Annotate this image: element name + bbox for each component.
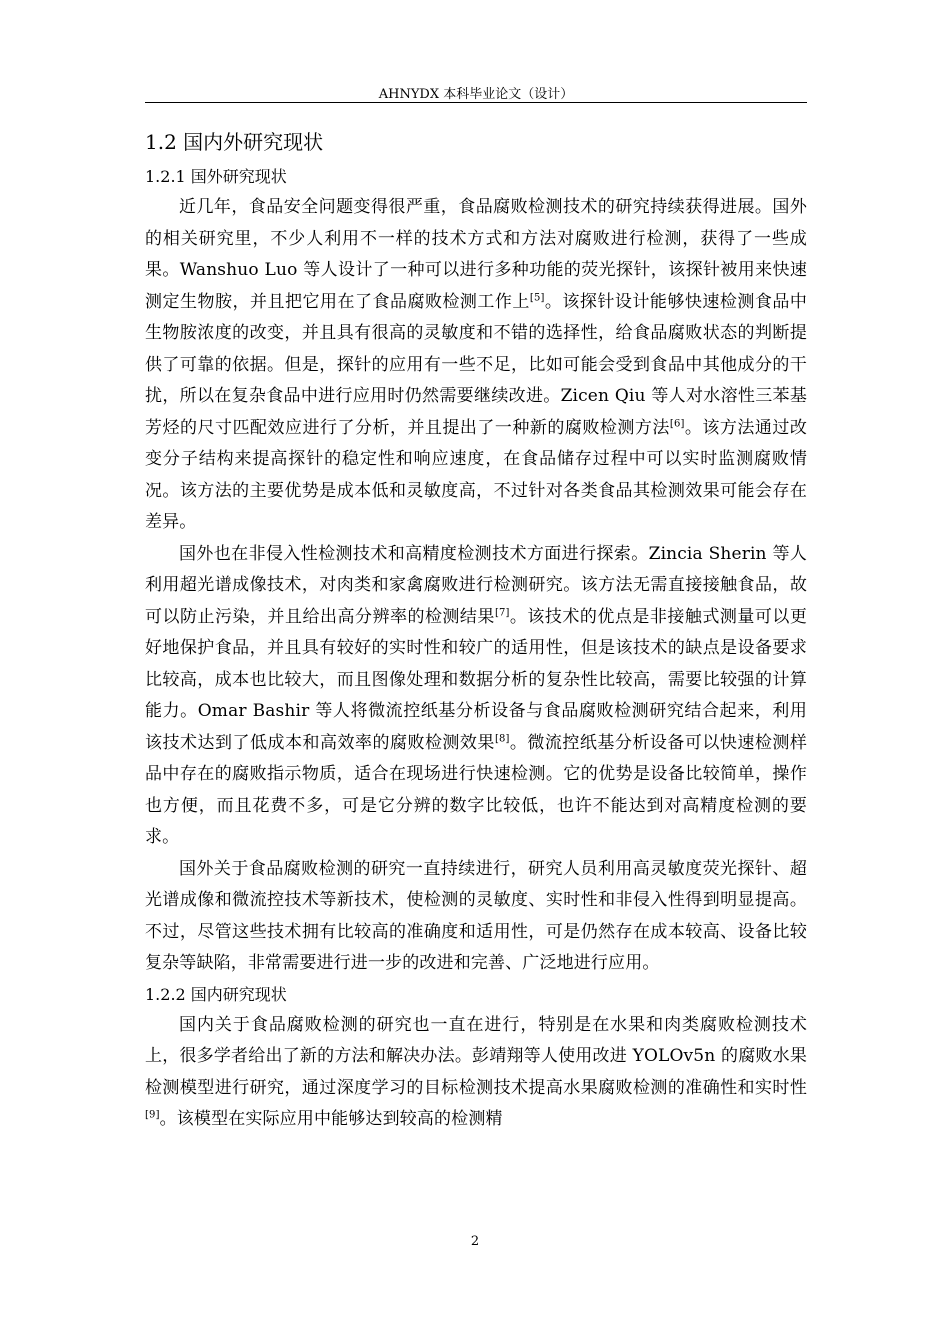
paragraph-2-text-b: 。该技术的优点是非接触式测量可以更好地保护食品，并且具有较好的实时性和较广的适用性，但是该技术的缺点是设备要求比较高，成本也比较大，而且图像处理和数据分析的复杂性比较高，需要比较强的计算能力。Omar Bashir 等人将微流控纸基分析设备与食品腐败检测研究结合起来，利用该技术达到了低成本和高效率的腐败检测效果 [145, 606, 807, 753]
citation-5: [5] [529, 291, 545, 303]
citation-8: [8] [494, 732, 510, 744]
paragraph-2-text-a: 国外也在非侵入性检测技术和高精度检测技术方面进行探索。Zincia Sherin 等人利用超光谱成像技术，对肉类和家禽腐败进行检测研究。该方法无需直接接触食品，故可以防止污染，并且给出高分辨率的检测结果 [145, 543, 807, 627]
paragraph-1-text-a: 近几年，食品安全问题变得很严重，食品腐败检测技术的研究持续获得进展。国外的相关研究里，不少人利用不一样的技术方式和方法对腐败进行检测，获得了一些成果。Wanshuo Luo 等人设计了一种可以进行多种功能的荧光探针，该探针被用来快速测定生物胺，并且把它用在了食品腐败检测工作上 [145, 197, 807, 312]
paragraph-1-text-b: 。该探针设计能够快速检测食品中生物胺浓度的改变，并且具有很高的灵敏度和不错的选择性，给食品腐败状态的判断提供了可靠的依据。但是，探针的应用有一些不足，比如可能会受到食品中其他成分的干扰，所以在复杂食品中进行应用时仍然需要继续改进。Zicen Qiu 等人对水溶性三苯基芳烃的尺寸匹配效应进行了分析，并且提出了一种新的腐败检测方法 [145, 291, 807, 438]
body-content [145, 124, 807, 1136]
page-number: 2 [470, 1234, 480, 1249]
paragraph-1 [145, 192, 807, 539]
paragraph-4-text-b: 。该模型在实际应用中能够达到较高的检测精 [159, 1109, 503, 1129]
paragraph-4-text-a: 国内关于食品腐败检测的研究也一直在进行，特别是在水果和肉类腐败检测技术上，很多学者给出了新的方法和解决办法。彭靖翔等人使用改进 YOLOv5n 的腐败水果检测模型进行研究，通过深度学习的目标检测技术提高水果腐败检测的准确性和实时性 [145, 1014, 807, 1098]
citation-7: [7] [494, 606, 510, 618]
header-rule [145, 102, 807, 103]
paragraph-2 [145, 539, 807, 854]
subsection-heading-foreign: 1.2.1 国外研究现状 [145, 167, 287, 186]
subsection-heading-domestic: 1.2.2 国内研究现状 [145, 984, 287, 1004]
paragraph-3-text: 国外关于食品腐败检测的研究一直持续进行，研究人员利用高灵敏度荧光探针、超光谱成像和微流控技术等新技术，使检测的灵敏度、实时性和非侵入性得到明显提高。不过，尽管这些技术拥有比较高的准确度和适用性，可是仍然存在成本较高、设备比较复杂等缺陷，非常需要进行进一步的改进和完善、广泛地进行应用。 [145, 858, 807, 973]
citation-9: [9] [145, 1109, 160, 1121]
paragraph-3 [145, 854, 807, 980]
paragraph-1-text-c: 。该方法通过改变分子结构来提高探针的稳定性和响应速度，在食品储存过程中可以实时监测腐败情况。该方法的主要优势是成本低和灵敏度高，不过针对各类食品其检测效果可能会存在差异。 [145, 417, 807, 532]
section-heading: 1.2 国内外研究现状 [145, 130, 324, 154]
paragraph-2-text-c: 。微流控纸基分析设备可以快速检测样品中存在的腐败指示物质，适合在现场进行快速检测。它的优势是设备比较简单，操作也方便，而且花费不多，可是它分辨的数字比较低，也许不能达到对高精度检测的要求。 [145, 732, 807, 847]
running-header: AHNYDX 本科毕业论文（设计） [378, 87, 574, 102]
paragraph-4 [145, 1010, 807, 1136]
citation-6: [6] [669, 417, 685, 429]
